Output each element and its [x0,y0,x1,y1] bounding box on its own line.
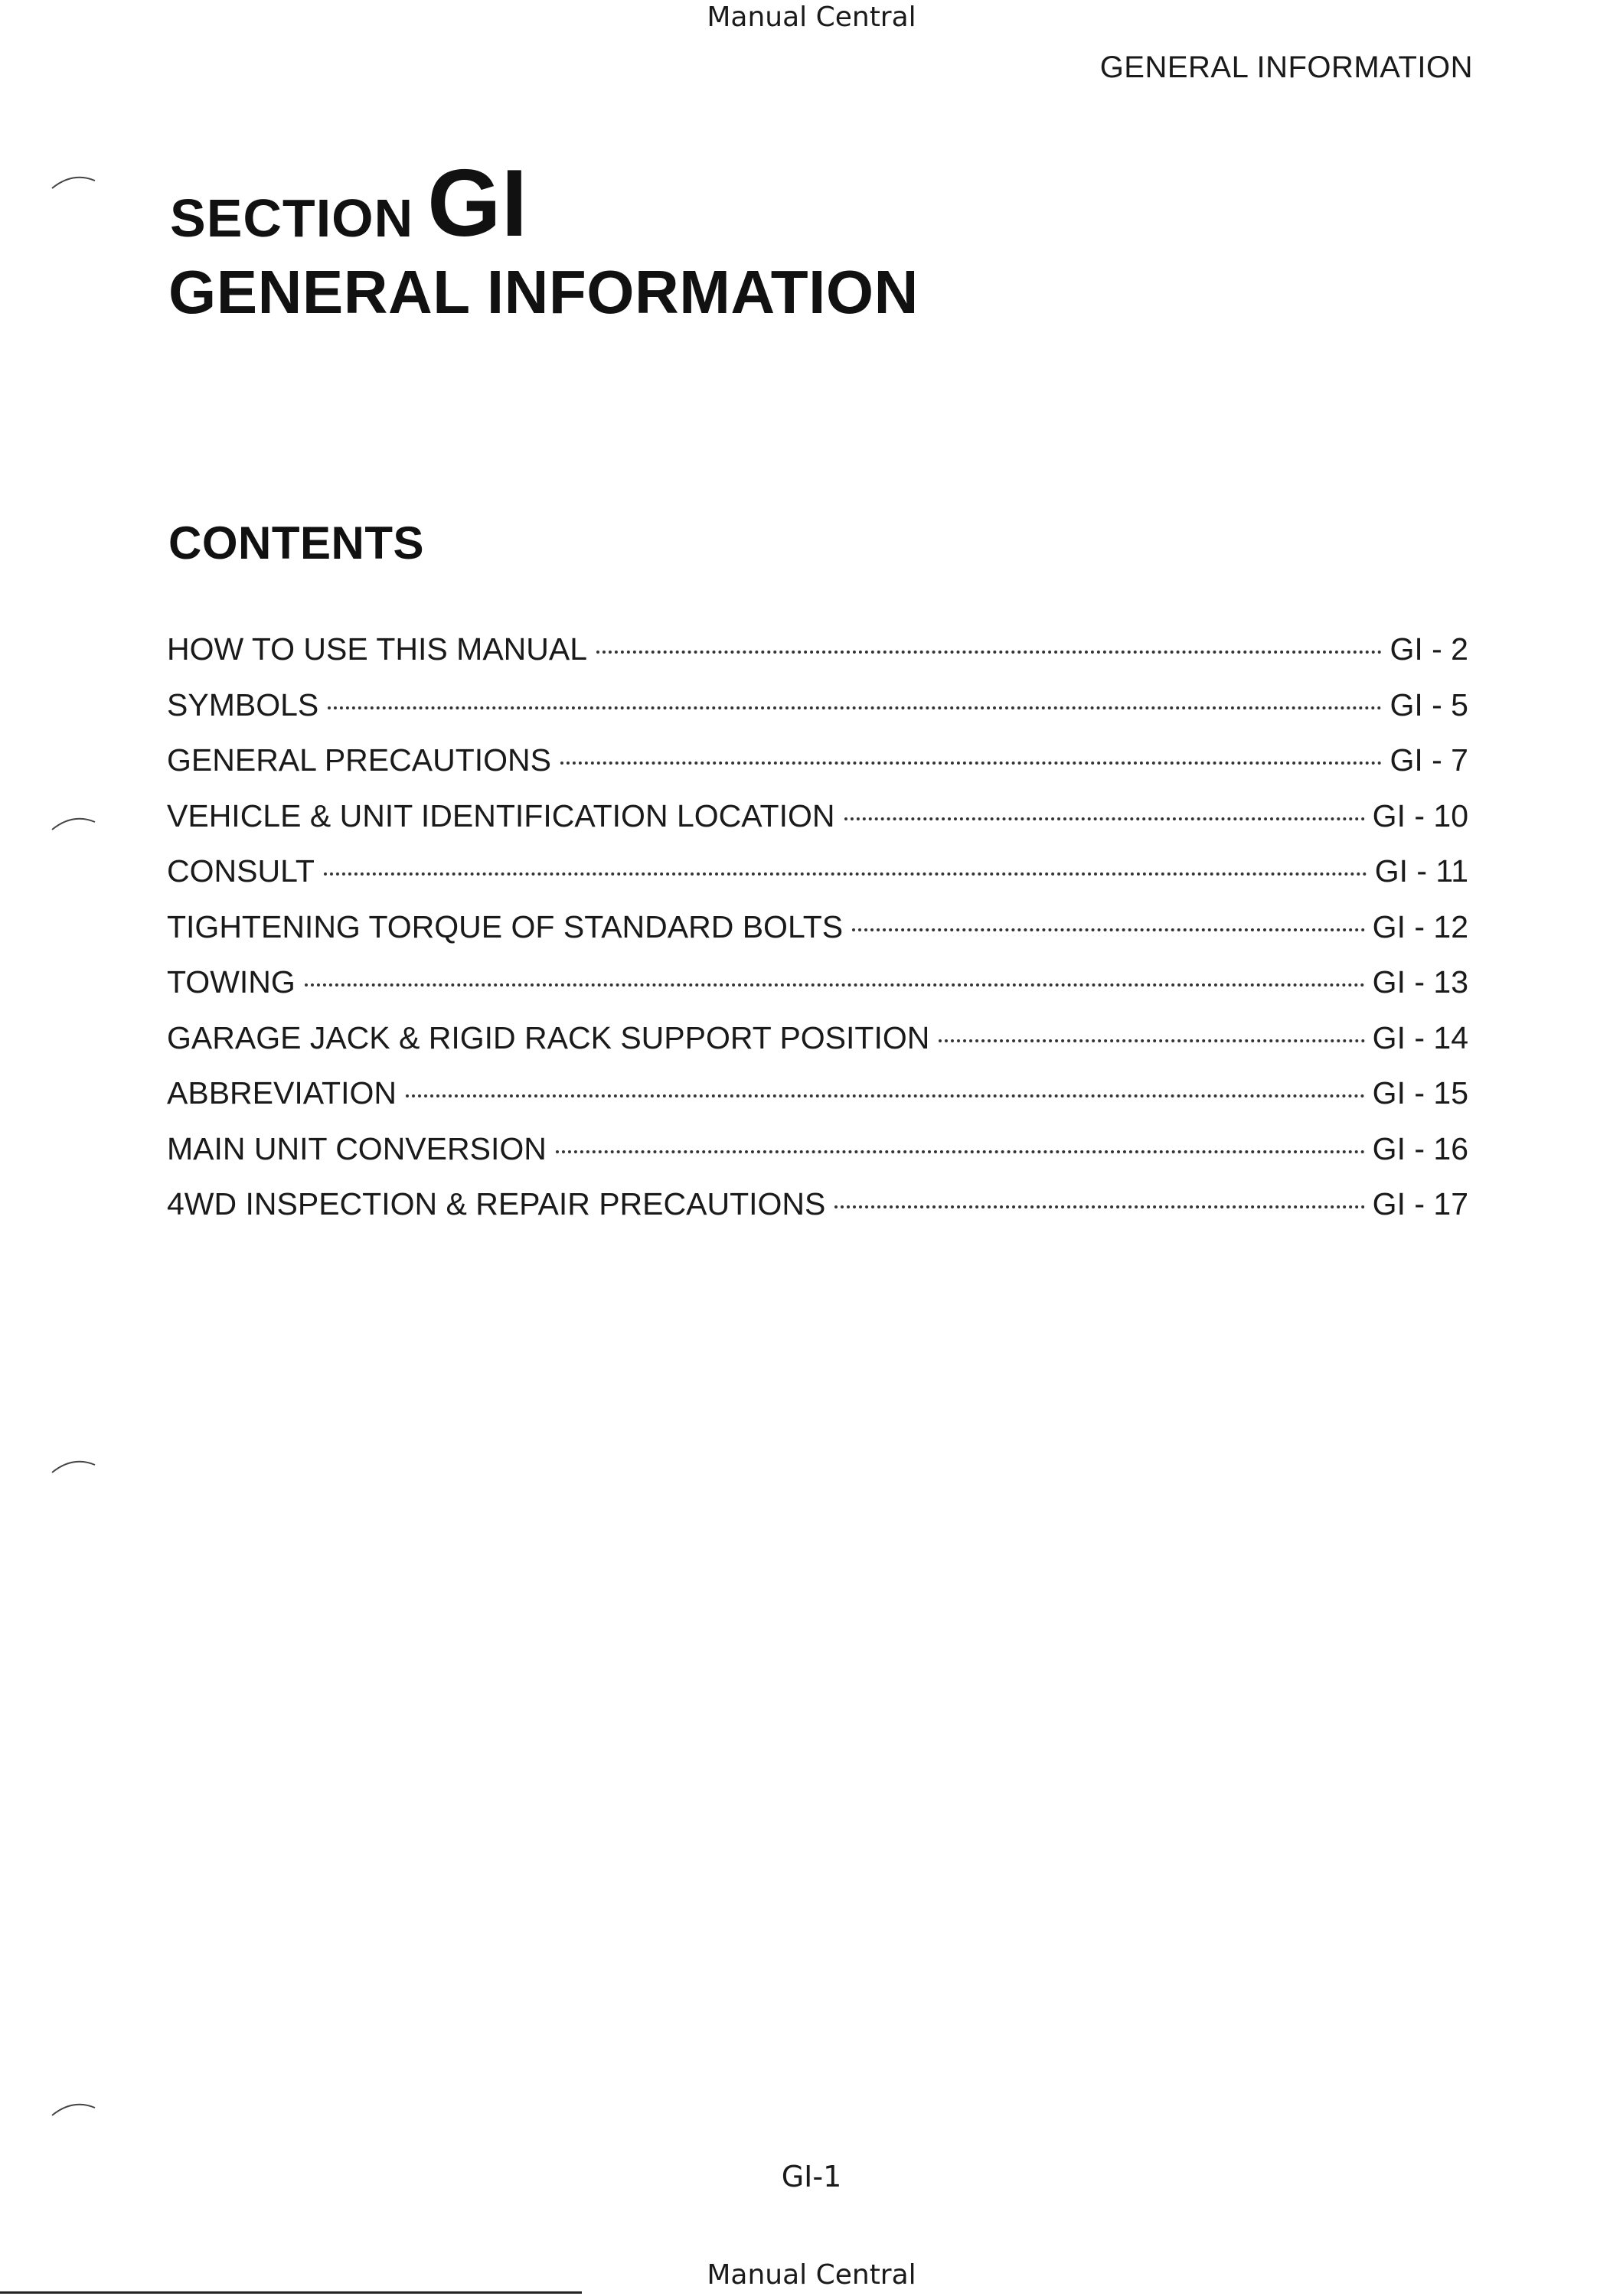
toc-entry-title: 4WD INSPECTION & REPAIR PRECAUTIONS [167,1186,826,1221]
toc-entry-title: TIGHTENING TORQUE OF STANDARD BOLTS [167,908,844,944]
toc-entry[interactable] [167,954,1468,1010]
toc-entry-page: GI - 14 [1372,1019,1468,1055]
toc-entry[interactable] [167,732,1468,788]
table-of-contents [167,621,1468,1232]
toc-entry-page: GI - 17 [1372,1186,1468,1221]
watermark-top: Manual Central [707,2,916,33]
toc-entry[interactable] [167,621,1468,677]
dot-leader [328,706,1382,709]
section-heading [170,144,528,256]
toc-entry-page: GI - 5 [1390,687,1468,722]
toc-entry-title: TOWING [167,964,296,1000]
running-header: GENERAL INFORMATION [1099,51,1473,84]
toc-entry-title: HOW TO USE THIS MANUAL [167,631,588,667]
toc-entry-title: GENERAL PRECAUTIONS [167,742,551,778]
contents-heading: CONTENTS [168,517,424,569]
dot-leader [324,872,1367,876]
toc-entry-page: GI - 15 [1372,1075,1468,1110]
dot-leader [305,983,1365,987]
dot-leader [834,1205,1364,1208]
dot-leader [852,928,1365,931]
toc-entry-title: SYMBOLS [167,687,319,722]
toc-entry-page: GI - 16 [1372,1130,1468,1166]
toc-entry[interactable] [167,1065,1468,1121]
toc-entry-page: GI - 10 [1372,797,1468,833]
toc-entry-title: MAIN UNIT CONVERSION [167,1130,547,1166]
toc-entry-page: GI - 11 [1374,853,1468,889]
binder-hole-mark-3 [46,1454,100,1477]
binder-hole-mark-2 [46,811,100,834]
toc-entry[interactable] [167,677,1468,733]
toc-entry[interactable] [167,1121,1468,1177]
page-number: GI-1 [781,2160,842,2193]
toc-entry-title: VEHICLE & UNIT IDENTIFICATION LOCATION [167,797,835,833]
binder-hole-mark-1 [46,170,100,193]
section-code: GI [427,151,528,256]
toc-entry[interactable] [167,1176,1468,1232]
toc-entry[interactable] [167,1010,1468,1066]
watermark-bottom: Manual Central [707,2259,916,2291]
toc-entry[interactable] [167,843,1468,899]
toc-entry-title: ABBREVIATION [167,1075,397,1110]
dot-leader [939,1039,1364,1042]
toc-entry-title: GARAGE JACK & RIGID RACK SUPPORT POSITION [167,1019,930,1055]
toc-entry-page: GI - 13 [1372,964,1468,1000]
section-label: SECTION [170,188,414,248]
dot-leader [844,817,1365,820]
dot-leader [560,762,1382,765]
toc-entry-title: CONSULT [167,853,315,889]
section-title: GENERAL INFORMATION [168,258,919,326]
dot-leader [406,1094,1365,1097]
toc-entry-page: GI - 12 [1372,908,1468,944]
dot-leader [556,1150,1365,1153]
toc-entry[interactable] [167,788,1468,844]
toc-entry[interactable] [167,899,1468,955]
toc-entry-page: GI - 7 [1390,742,1468,778]
binder-hole-mark-4 [46,2097,100,2120]
toc-entry-page: GI - 2 [1390,631,1468,667]
dot-leader [596,651,1382,654]
bottom-rule [0,2291,582,2294]
